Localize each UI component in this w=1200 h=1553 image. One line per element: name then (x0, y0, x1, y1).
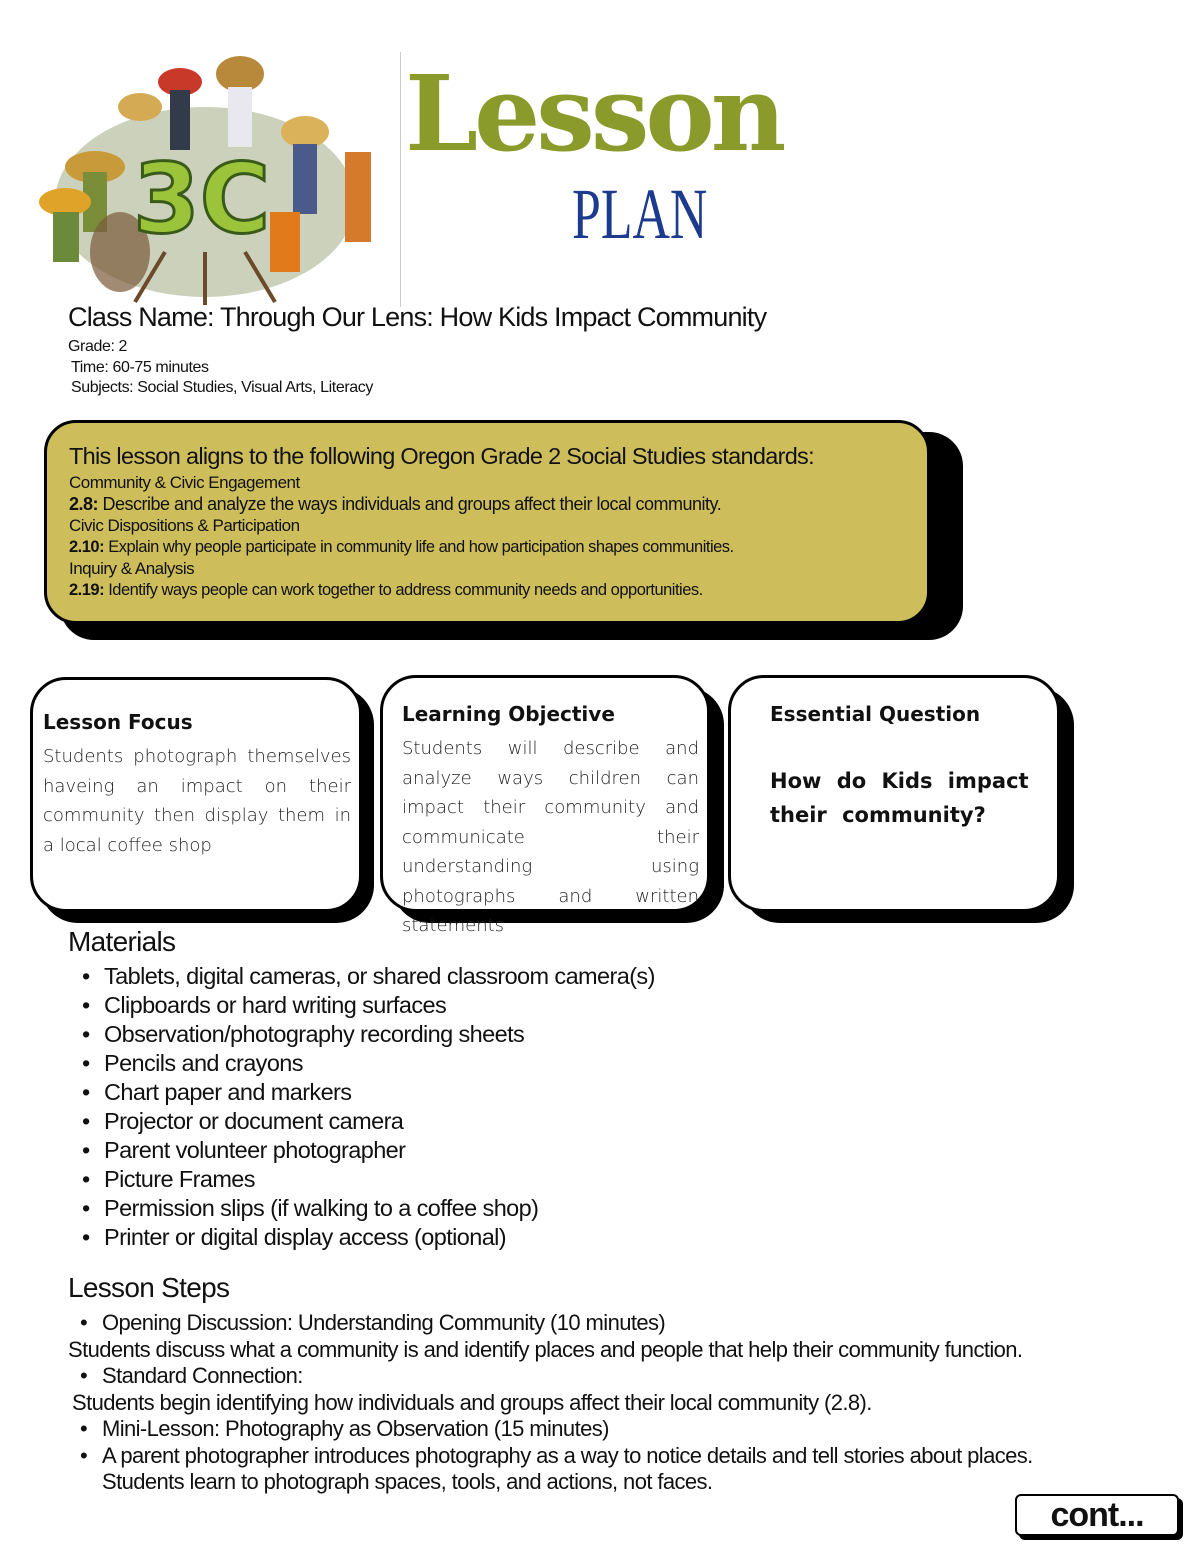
material-item: • Chart paper and markers (82, 1078, 655, 1107)
step-text: Students begin identifying how individuals and groups affect their local community (2.8). (72, 1389, 872, 1415)
lesson-title-word: Lesson (405, 52, 783, 175)
materials-list (82, 962, 655, 1252)
header-divider (400, 52, 401, 307)
standard-code: 2.8: (69, 494, 99, 514)
material-item: • Observation/photography recording sheets (82, 1020, 655, 1049)
material-item: • Printer or digital display access (optional) (82, 1223, 655, 1252)
standards-title: This lesson aligns to the following Oregon Grade 2 Social Studies standards: (69, 443, 814, 469)
subjects: Subjects: Social Studies, Visual Arts, Literacy (71, 379, 373, 396)
standard-category: Inquiry & Analysis (69, 559, 195, 578)
standard-item (69, 493, 905, 515)
essential-question-text: How do Kids impact their community? (770, 769, 1029, 827)
material-item: • Projector or document camera (82, 1107, 655, 1136)
grade: Grade: 2 (68, 338, 128, 355)
step-bullet: • Opening Discussion: Understanding Community (10 minutes) (68, 1310, 1033, 1337)
plan-title-word: PLAN (572, 174, 708, 254)
continue-button[interactable]: cont... (1015, 1494, 1179, 1536)
material-item: • Parent volunteer photographer (82, 1136, 655, 1165)
standard-item (69, 579, 905, 601)
learning-objective-card (380, 675, 710, 936)
card-title: Lesson Focus (43, 710, 193, 734)
step-bullet: • A parent photographer introduces photography as a way to notice details and tell stories about places. (68, 1443, 1033, 1470)
class-name: Class Name: Through Our Lens: How Kids Impact Community (68, 302, 767, 332)
standards-box (44, 420, 930, 624)
standard-text: Explain why people participate in community life and how participation shapes communities. (104, 538, 734, 556)
material-item: • Tablets, digital cameras, or shared classroom camera(s) (82, 962, 655, 991)
standard-text: Identify ways people can work together to address community needs and opportunities. (104, 581, 703, 599)
standard-code: 2.19: (69, 581, 105, 599)
3c-mushroom-logo (15, 52, 400, 305)
material-item: • Picture Frames (82, 1165, 655, 1194)
card-body: Students will describe and analyze ways children can impact their community and communicate their understanding using photographs and written statements (402, 738, 699, 936)
essential-question-card (728, 675, 1060, 912)
material-item: • Permission slips (if walking to a coffee shop) (82, 1194, 655, 1223)
standard-text: Describe and analyze the ways individuals and groups affect their local community. (98, 494, 722, 514)
lesson-steps (68, 1310, 1033, 1496)
card-body: Students photograph themselves haveing an impact on their community then display them in a local coffee shop (43, 746, 351, 856)
materials-heading: Materials (68, 926, 176, 957)
step-bullet: • Mini-Lesson: Photography as Observation (15 minutes) (68, 1416, 1033, 1443)
standard-category: Civic Dispositions & Participation (69, 516, 300, 535)
lesson-focus-card (30, 677, 362, 912)
standard-code: 2.10: (69, 538, 105, 556)
step-text: Students learn to photograph spaces, tools, and actions, not faces. (102, 1469, 713, 1494)
material-item: • Pencils and crayons (82, 1049, 655, 1078)
lesson-steps-heading: Lesson Steps (68, 1272, 230, 1303)
step-bullet: • Standard Connection: (68, 1363, 1033, 1390)
step-text: Students discuss what a community is and identify places and people that help their community function. (68, 1336, 1023, 1362)
standard-item (69, 536, 905, 558)
logo-3c-text: 3C (133, 143, 271, 255)
material-item: • Clipboards or hard writing surfaces (82, 991, 655, 1020)
standard-category: Community & Civic Engagement (69, 473, 300, 492)
time: Time: 60-75 minutes (71, 359, 209, 376)
card-title: Essential Question (770, 702, 981, 726)
card-title: Learning Objective (402, 702, 615, 726)
